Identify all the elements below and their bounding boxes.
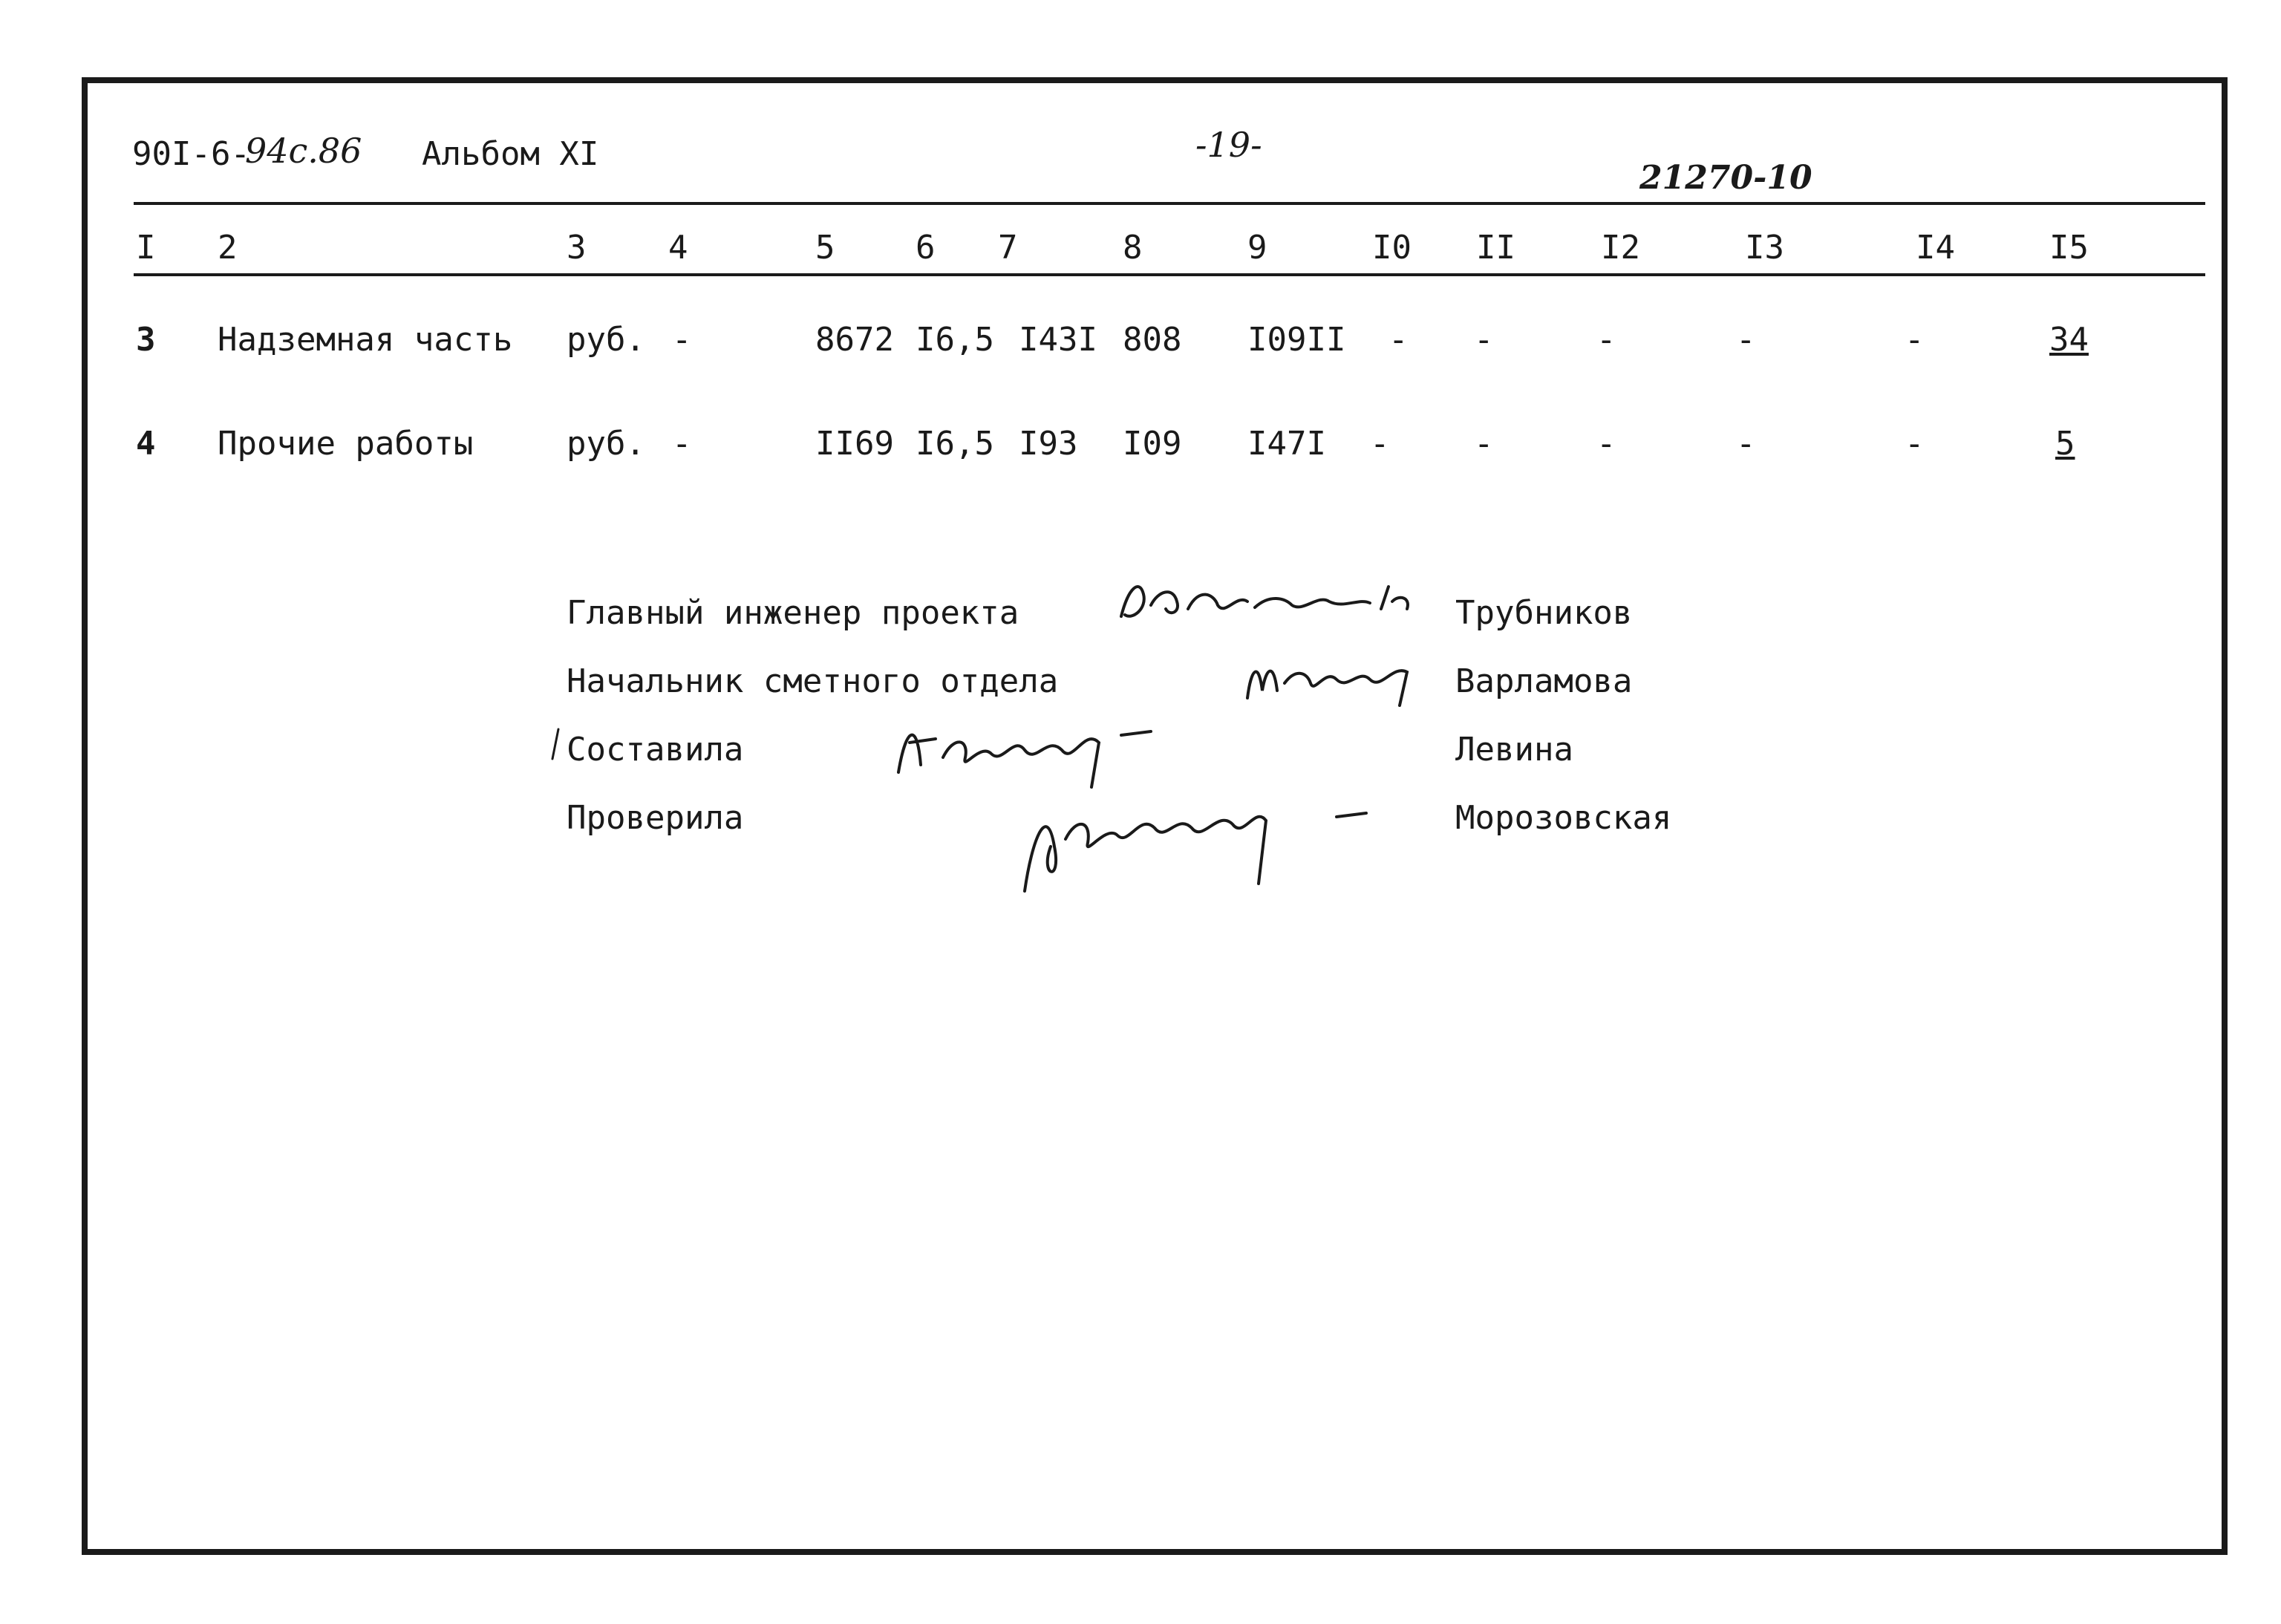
col-num-14: I4 (1916, 229, 1955, 267)
row-cell-12: - (1596, 425, 1616, 463)
signature-name: Трубников (1455, 594, 1633, 632)
doc-code-handwritten: 94c.86 (245, 131, 362, 171)
signature-name: Варламова (1455, 662, 1633, 700)
col-num-4: 4 (668, 229, 688, 267)
col-num-12: I2 (1601, 229, 1640, 267)
col-num-15: I5 (2049, 229, 2089, 267)
col-num-9: 9 (1247, 229, 1267, 267)
signature-name: Левина (1455, 731, 1573, 769)
col-num-13: I3 (1745, 229, 1784, 267)
row-cell-6: I6,5 (916, 425, 994, 463)
page-number: -19- (1195, 125, 1262, 165)
header-rule (134, 202, 2205, 205)
row-unit: руб. (567, 321, 645, 359)
row-unit: руб. (567, 425, 645, 463)
row-name: Прочие работы (218, 425, 474, 463)
col-num-10: I0 (1372, 229, 1412, 267)
row-cell-5: 8672 (815, 321, 894, 359)
handwritten-signature-head-estimate-dept (1233, 639, 1426, 720)
album-label: Альбом XI (422, 135, 599, 173)
col-num-2: 2 (218, 229, 238, 267)
row-cell-11: - (1474, 425, 1494, 463)
row-number: 3 (136, 321, 156, 359)
signature-name: Морозовская (1455, 799, 1672, 837)
doc-code: 90I-6- (132, 135, 250, 173)
col-num-1: I (136, 229, 156, 267)
inventory-number: 21270-10 (1639, 159, 1812, 197)
row-cell-10: - (1388, 321, 1409, 359)
row-cell-14: - (1905, 321, 1925, 359)
row-cell-15: 5 (2055, 425, 2075, 463)
row-cell-6: I6,5 (916, 321, 994, 359)
row-cell-15: 34 (2049, 321, 2089, 359)
signature-role: Составила (567, 731, 744, 769)
row-cell-5: II69 (815, 425, 894, 463)
margin-tick-mark (548, 726, 563, 763)
row-cell-14: - (1905, 425, 1925, 463)
row-cell-8: 808 (1123, 321, 1182, 359)
signature-role: Начальник сметного отдела (567, 662, 1059, 700)
row-cell-11: - (1474, 321, 1494, 359)
handwritten-signature-checker (1010, 772, 1396, 906)
handwritten-signature-chief-engineer (1106, 564, 1448, 639)
row-cell-7: I93 (1019, 425, 1078, 463)
col-num-11: II (1476, 229, 1515, 267)
col-num-5: 5 (815, 229, 835, 267)
column-number-rule (134, 273, 2205, 276)
row-cell-13: - (1736, 425, 1756, 463)
row-cell-10: - (1370, 425, 1390, 463)
signature-role: Проверила (567, 799, 744, 837)
row-cell-9: I47I (1247, 425, 1326, 463)
row-cell-4: - (672, 321, 692, 359)
row-cell-12: - (1596, 321, 1616, 359)
signature-role: Главный инженер проекта (567, 594, 1019, 632)
row-number: 4 (136, 425, 156, 463)
col-num-6: 6 (916, 229, 936, 267)
row-name: Надземная часть (218, 321, 513, 359)
row-cell-13: - (1736, 321, 1756, 359)
row-cell-7: I43I (1019, 321, 1097, 359)
row-cell-9: I09II (1247, 321, 1346, 359)
col-num-8: 8 (1123, 229, 1143, 267)
row-cell-4: - (672, 425, 692, 463)
col-num-3: 3 (567, 229, 587, 267)
row-cell-8: I09 (1123, 425, 1182, 463)
col-num-7: 7 (998, 229, 1018, 267)
